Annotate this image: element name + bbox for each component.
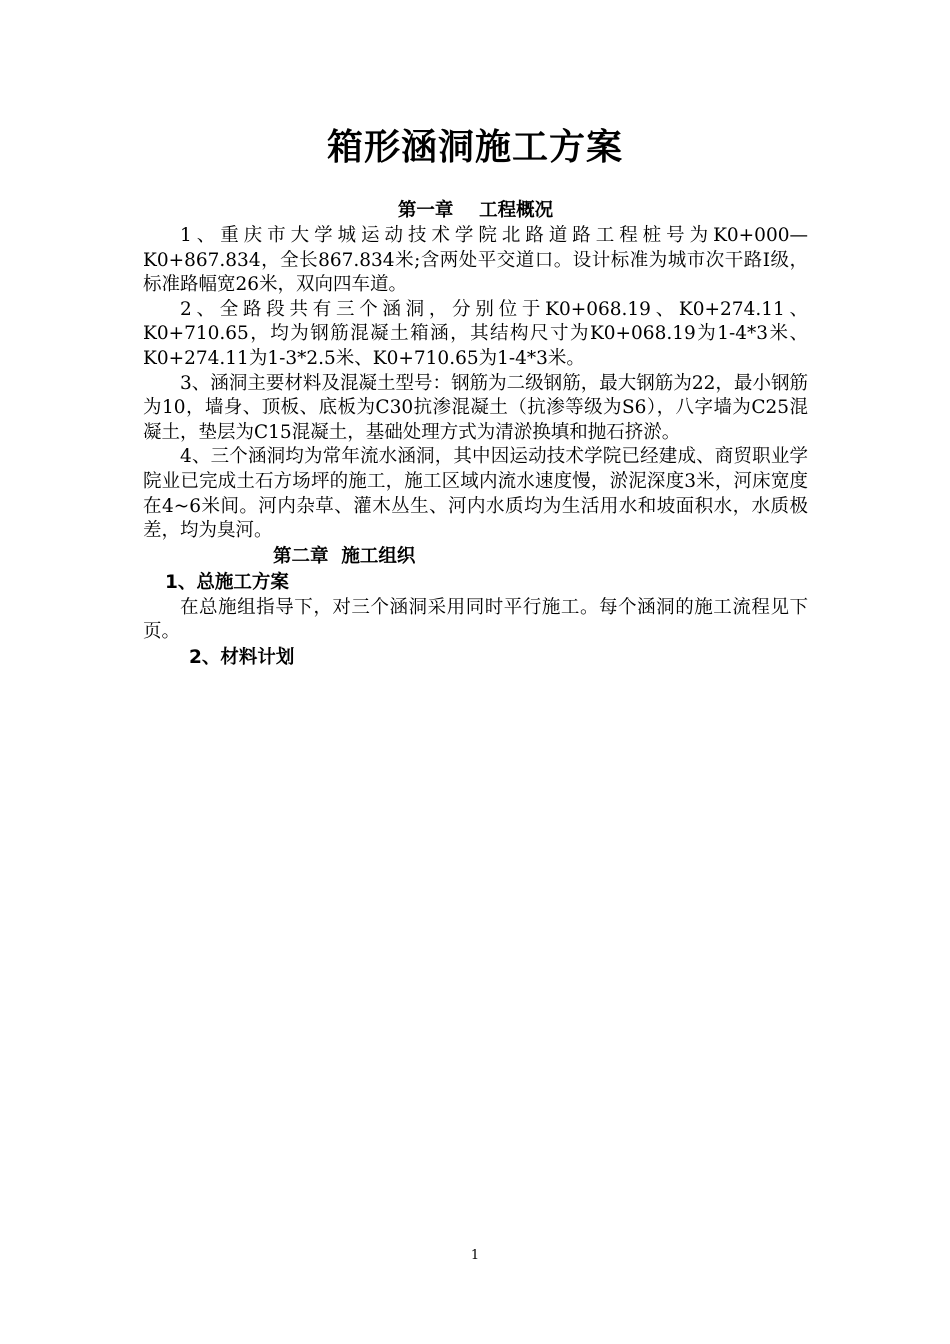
paragraph-site-conditions: 4、三个涵洞均为常年流水涵洞，其中因运动技术学院已经建成、商贸职业学院业已完成土石方场坪的施工，施工区域内流水速度慢，淤泥深度3米，河床宽度在4~6米间。河内杂草、灌木丛生、河内水质均为生活用水和坡面积水，水质极差，均为臭河。 [143, 446, 808, 542]
paragraph-general-plan: 在总施组指导下，对三个涵洞采用同时平行施工。每个涵洞的施工流程见下页。 [143, 596, 808, 643]
chapter-2-heading: 第二章 施工组织 [273, 545, 416, 567]
section-1-heading: 1、总施工方案 [165, 571, 289, 593]
page-number: 1 [470, 1248, 480, 1263]
section-2-heading: 2、材料计划 [189, 646, 295, 668]
chapter-1-heading: 第一章 工程概况 [397, 200, 554, 221]
paragraph-culvert-positions: 2、全路段共有三个涵洞，分别位于K0+068.19、K0+274.11、K0+710.65，均为钢筋混凝土箱涵，其结构尺寸为K0+068.19为1-4*3米、K0+274.11为1-3*2.5米、K0+710.65为1-4*3米。 [143, 298, 808, 369]
document-body [143, 198, 808, 671]
document-title: 箱形涵洞施工方案 [326, 127, 623, 168]
paragraph-materials: 3、涵洞主要材料及混凝土型号：钢筋为二级钢筋，最大钢筋为22，最小钢筋为10，墙身、顶板、底板为C30抗渗混凝土（抗渗等级为S6），八字墙为C25混凝土，垫层为C15混凝土，基础处理方式为清淤换填和抛石挤淤。 [143, 372, 808, 443]
paragraph-project-location: 1、重庆市大学城运动技术学院北路道路工程桩号为K0+000—K0+867.834，全长867.834米;含两处平交道口。设计标准为城市次干路Ⅰ级，标准路幅宽26米，双向四车道。 [143, 225, 808, 296]
